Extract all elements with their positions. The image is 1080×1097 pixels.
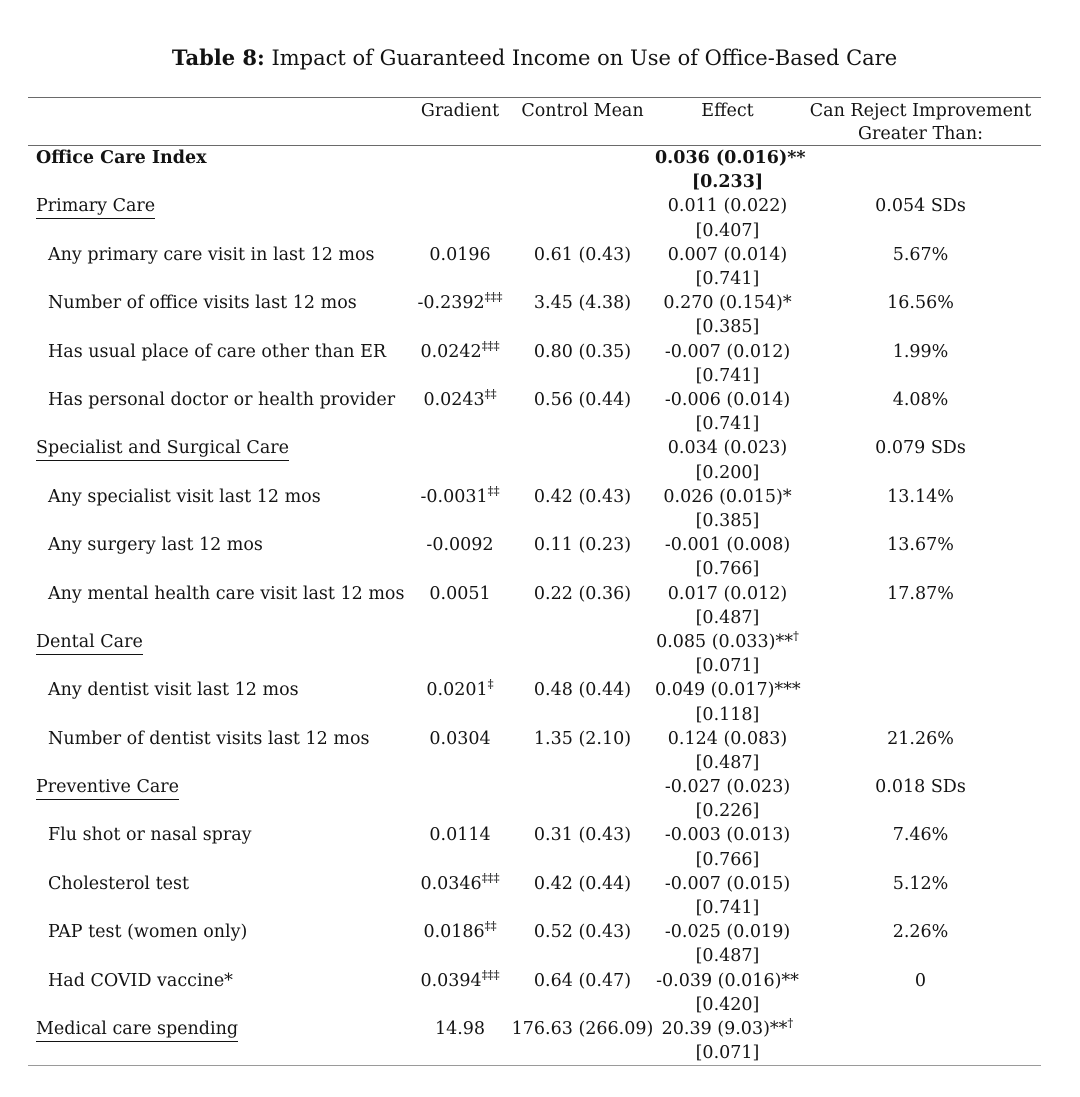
gradient-cell [410,678,510,726]
row-label: PAP test (women only) [48,922,248,943]
row-label-cell [28,678,410,726]
gradient-footnote-marker: ‡‡‡ [481,338,500,353]
effect-cell [655,582,800,630]
table-caption: Impact of Guaranteed Income on Use of Office-Based Care [264,46,898,70]
effect-value: -0.027 (0.023) [664,777,791,798]
effect-footnote-marker: † [787,1016,794,1031]
control-mean-cell: 0.61 (0.43) [533,244,632,265]
table-row [28,823,1041,871]
row-label: Has usual place of care other than ER [48,341,387,362]
table-row [28,436,1041,484]
gradient-cell [410,582,510,630]
effect-cell [655,194,800,242]
effect-qvalue: [0.741] [695,898,760,919]
row-label: Any mental health care visit last 12 mos [48,583,405,604]
row-label-cell [28,243,410,291]
gradient-footnote-marker: ‡‡ [487,483,500,498]
control-mean-cell: 0.80 (0.35) [533,341,632,362]
effect-value: -0.006 (0.014) [664,389,791,410]
can-reject-cell: 0.018 SDs [875,777,966,798]
table-row [28,243,1041,291]
effect-qvalue: [0.420] [695,994,760,1015]
can-reject-cell: 0.054 SDs [875,196,966,217]
table-title [28,44,1041,72]
effect-cell [655,775,800,823]
effect-value: 0.124 (0.083) [667,728,788,749]
gradient-value: -0.2392 [417,293,485,314]
row-label: Any dentist visit last 12 mos [48,680,299,701]
effect-qvalue: [0.118] [695,704,760,725]
row-label-cell [28,485,410,533]
effect-cell [655,485,800,533]
row-label: Had COVID vaccine* [48,970,233,991]
gradient-value: 14.98 [434,1019,486,1040]
row-label: Any surgery last 12 mos [48,535,263,556]
gradient-value: 0.0186 [423,922,485,943]
effect-cell [655,727,800,775]
row-label-cell [28,340,410,388]
can-reject-cell: 4.08% [892,389,949,410]
gradient-cell [410,243,510,291]
can-reject-cell: 17.87% [887,583,954,604]
row-label-cell [28,872,410,920]
effect-cell [655,291,800,339]
effect-qvalue: [0.741] [695,365,760,386]
row-label: Cholesterol test [48,873,189,894]
gradient-cell [410,775,510,823]
effect-cell [655,388,800,436]
effect-cell [655,678,800,726]
gradient-cell [410,533,510,581]
table-row [28,630,1041,678]
table-row [28,920,1041,968]
header-control-mean: Control Mean [521,101,644,121]
can-reject-cell: 2.26% [892,922,949,943]
gradient-value: 0.0051 [429,583,491,604]
effect-qvalue: [0.385] [695,317,760,338]
gradient-cell [410,291,510,339]
table-row [28,872,1041,920]
can-reject-cell: 0.079 SDs [875,438,966,459]
results-table [28,97,1041,1066]
row-label-cell [28,920,410,968]
effect-cell [655,872,800,920]
effect-cell [655,340,800,388]
row-label-cell [28,969,410,1017]
effect-value: 0.085 (0.033)** [656,631,793,652]
effect-value: -0.001 (0.008) [664,535,791,556]
row-label: Preventive Care [36,777,179,800]
row-label-cell [28,582,410,630]
can-reject-cell: 21.26% [887,728,954,749]
effect-footnote-marker: † [792,629,799,644]
gradient-value: 0.0346 [420,873,482,894]
effect-cell [655,1017,800,1065]
row-label: Medical care spending [36,1019,238,1042]
can-reject-cell: 7.46% [892,825,949,846]
row-label-cell [28,436,410,484]
effect-qvalue: [0.487] [695,946,760,967]
effect-cell [655,436,800,484]
row-label-cell [28,194,410,242]
effect-cell [655,243,800,291]
can-reject-cell: 5.67% [892,244,949,265]
row-label: Any specialist visit last 12 mos [48,486,321,507]
table-row [28,678,1041,726]
row-label-cell [28,727,410,775]
effect-qvalue: [0.766] [695,849,760,870]
effect-value: -0.025 (0.019) [664,922,791,943]
effect-qvalue: [0.741] [695,414,760,435]
effect-value: 0.011 (0.022) [667,196,788,217]
effect-value: -0.039 (0.016)** [656,970,799,991]
effect-qvalue: [0.200] [695,462,760,483]
table-row [28,582,1041,630]
gradient-footnote-marker: ‡‡ [484,919,497,934]
table-row [28,533,1041,581]
gradient-cell [410,194,510,242]
row-label: Number of dentist visits last 12 mos [48,728,370,749]
can-reject-cell: 13.67% [887,535,954,556]
gradient-cell [410,969,510,1017]
row-label: Specialist and Surgical Care [36,438,289,461]
effect-cell [655,920,800,968]
gradient-cell [410,630,510,678]
control-mean-cell: 0.48 (0.44) [533,680,632,701]
can-reject-cell: 1.99% [892,341,949,362]
gradient-value: 0.0394 [420,970,482,991]
table-row [28,388,1041,436]
row-label: Any primary care visit in last 12 mos [48,244,375,265]
gradient-value: -0.0031 [420,486,488,507]
row-label-cell [28,291,410,339]
effect-cell [655,823,800,871]
table-row [28,146,1041,194]
effect-value: 0.034 (0.023) [667,438,788,459]
effect-qvalue: [0.385] [695,510,760,531]
effect-value: 0.007 (0.014) [667,244,788,265]
effect-qvalue: [0.233] [691,172,764,193]
effect-qvalue: [0.226] [695,801,760,822]
gradient-cell [410,920,510,968]
can-reject-cell: 0 [914,970,927,991]
gradient-value: 0.0243 [423,389,485,410]
row-label-cell [28,775,410,823]
control-mean-cell: 0.22 (0.36) [533,583,632,604]
row-label-cell [28,388,410,436]
table-row [28,485,1041,533]
header-gradient: Gradient [420,101,500,121]
control-mean-cell: 3.45 (4.38) [533,293,632,314]
gradient-cell [410,485,510,533]
can-reject-cell [800,630,1041,678]
gradient-cell [410,146,510,194]
control-mean-cell: 0.31 (0.43) [533,825,632,846]
can-reject-cell: 16.56% [887,293,954,314]
gradient-cell [410,436,510,484]
effect-value: -0.003 (0.013) [664,825,791,846]
row-label: Flu shot or nasal spray [48,825,252,846]
control-mean-cell: 0.64 (0.47) [533,970,632,991]
row-label-cell [28,630,410,678]
row-label-cell [28,823,410,871]
effect-value: 0.026 (0.015)* [663,486,792,507]
effect-value: 0.017 (0.012) [667,583,788,604]
control-mean-cell: 0.11 (0.23) [533,535,632,556]
control-mean-cell: 0.56 (0.44) [533,389,632,410]
row-label-cell [28,146,410,194]
table-row [28,291,1041,339]
control-mean-cell: 176.63 (266.09) [511,1019,654,1040]
gradient-value: -0.0092 [426,535,494,556]
table-header-row [28,97,1041,146]
gradient-cell [410,340,510,388]
header-effect: Effect [701,101,754,121]
gradient-cell [410,727,510,775]
control-mean-cell: 1.35 (2.10) [533,728,632,749]
effect-cell [655,146,806,194]
effect-qvalue: [0.487] [695,607,760,628]
table-row [28,340,1041,388]
row-label-cell [28,533,410,581]
effect-cell [655,630,800,678]
row-label: Dental Care [36,632,143,655]
can-reject-cell: 13.14% [887,486,954,507]
gradient-cell [410,823,510,871]
effect-value: -0.007 (0.015) [664,873,791,894]
table-row [28,194,1041,242]
effect-value: 20.39 (9.03)** [661,1019,788,1040]
effect-qvalue: [0.741] [695,268,760,289]
effect-value: 0.036 (0.016)** [655,148,806,168]
gradient-footnote-marker: ‡‡ [484,387,497,402]
table-body [28,146,1041,1066]
control-mean-cell [510,775,655,823]
row-label: Primary Care [36,196,155,219]
control-mean-cell [510,146,655,194]
header-label-spacer [28,100,410,146]
effect-qvalue: [0.071] [695,656,760,677]
table-row [28,775,1041,823]
can-reject-cell [800,146,1041,194]
control-mean-cell: 0.52 (0.43) [533,922,632,943]
gradient-footnote-marker: ‡‡‡ [484,290,503,305]
gradient-cell [410,1017,510,1065]
effect-qvalue: [0.487] [695,752,760,773]
header-can-reject [800,100,1041,146]
table-row [28,727,1041,775]
gradient-footnote-marker: ‡‡‡ [481,967,500,982]
table-row [28,1017,1041,1065]
can-reject-cell [800,678,1041,726]
control-mean-cell [510,194,655,242]
control-mean-cell: 0.42 (0.44) [533,873,632,894]
gradient-footnote-marker: ‡‡‡ [481,871,500,886]
gradient-value: 0.0242 [420,341,482,362]
control-mean-cell [510,630,655,678]
gradient-footnote-marker: ‡ [487,677,494,692]
effect-qvalue: [0.766] [695,559,760,580]
effect-cell [655,533,800,581]
row-label-cell [28,1017,410,1065]
control-mean-cell [510,436,655,484]
effect-cell [655,969,800,1017]
header-can-reject-line1: Can Reject Improvement [809,101,1032,121]
effect-value: 0.270 (0.154)* [663,293,792,314]
gradient-value: 0.0114 [429,825,491,846]
effect-qvalue: [0.407] [695,220,760,241]
effect-value: 0.049 (0.017)*** [655,680,801,701]
effect-qvalue: [0.071] [695,1043,760,1064]
gradient-cell [410,872,510,920]
can-reject-cell: 5.12% [892,873,949,894]
table-row [28,969,1041,1017]
effect-value: -0.007 (0.012) [664,341,791,362]
table-number: Table 8: [171,45,265,70]
gradient-value: 0.0201 [426,680,488,701]
row-label: Has personal doctor or health provider [48,389,396,410]
control-mean-cell: 0.42 (0.43) [533,486,632,507]
can-reject-cell [800,1017,1041,1065]
gradient-cell [410,388,510,436]
row-label: Number of office visits last 12 mos [48,293,357,314]
row-label: Office Care Index [36,148,207,168]
gradient-value: 0.0196 [429,244,491,265]
header-can-reject-line2: Greater Than: [858,124,983,144]
gradient-value: 0.0304 [429,728,491,749]
